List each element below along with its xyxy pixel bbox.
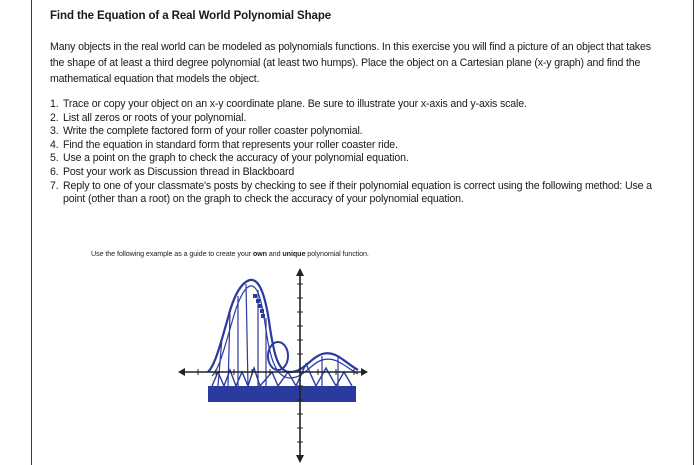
list-item: 4. Find the equation in standard form that represents your roller coaster ride. xyxy=(50,138,398,151)
list-item: 2. List all zeros or roots of your polynomial. xyxy=(50,111,247,124)
page-title: Find the Equation of a Real World Polynomial Shape xyxy=(50,10,332,22)
intro-paragraph: Many objects in the real world can be modeled as polynomials functions. In this exercise you will find a picture of an object that takes the shape of at least a third degree polynomial (at least two humps). Place the object on a Cartesian plane (x-y graph) and find the mathematical equation that models the object. xyxy=(50,41,651,85)
list-item: 5. Use a point on the graph to check the accuracy of your polynomial equation. xyxy=(50,152,409,165)
x-axis-arrow-left xyxy=(178,368,185,376)
example-caption: Use the following example as a guide to create your own and unique polynomial function. xyxy=(91,249,369,258)
roller-coaster-illustration xyxy=(178,268,368,463)
list-item: 3. Write the complete factored form of your roller coaster polynomial. xyxy=(50,125,363,138)
list-item: 6. Post your work as Discussion thread in Blackboard xyxy=(50,165,295,178)
list-item: 7. Reply to one of your classmate's posts by checking to see if their polynomial equation is correct using the following method: Use a point (other than a root) on the graph to check the accuracy of your polynomial equation. xyxy=(50,179,652,206)
y-axis-arrow-bottom xyxy=(296,455,304,463)
instructions-list xyxy=(50,98,670,207)
x-axis-arrow-right xyxy=(361,368,368,376)
list-item: 1. Trace or copy your object on an x-y coordinate plane. Be sure to illustrate your x-axis and y-axis scale. xyxy=(50,98,527,110)
y-axis-arrow-top xyxy=(296,268,304,276)
worksheet-page xyxy=(31,0,694,465)
coaster-base xyxy=(208,386,356,402)
